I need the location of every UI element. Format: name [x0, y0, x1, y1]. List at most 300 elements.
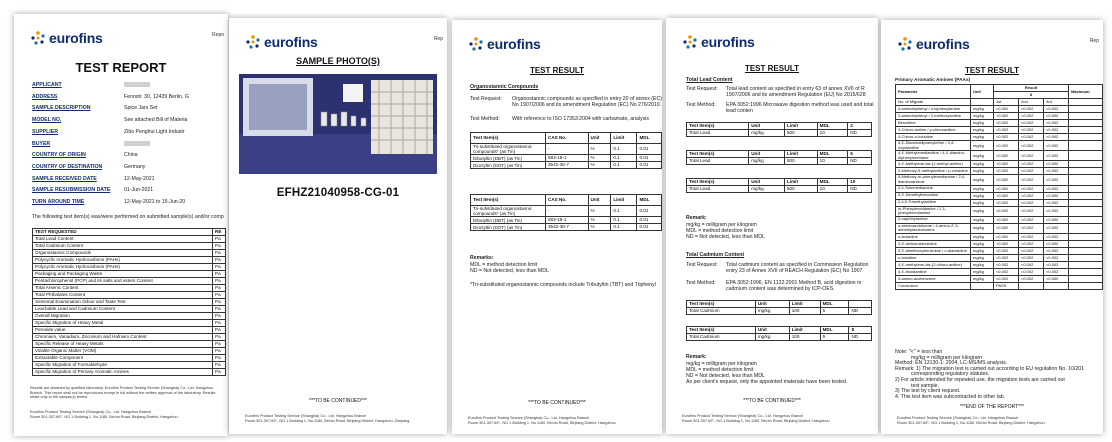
footer-address-line2: Room 301-307,6/F., NO.1 Building 1, No.1180, Bin'an Road, Binjiang District, Hangzhou, Zhejiang: [245, 419, 410, 423]
eurofins-logo-text: eurofins: [49, 30, 103, 46]
test-result: Pa: [213, 355, 226, 362]
table-cell: mg/kg: [971, 268, 994, 275]
table-cell: 1st: [993, 99, 1018, 106]
table-cell: <0.002: [993, 247, 1018, 254]
note-line: test sample.: [911, 382, 939, 389]
table-cell: 4,4'-Methylene-bis-(2-methyl-aniline): [896, 161, 971, 168]
organostannic-table-1: [470, 132, 662, 169]
table-row: [687, 158, 872, 165]
table-cell: mg/kg: [971, 161, 994, 168]
table-cell: 3542-36-7: [546, 224, 589, 231]
table-cell: -: [546, 144, 589, 155]
page-title: TEST REPORT: [75, 60, 167, 75]
table-row: [896, 151, 1103, 161]
table-cell: <0.002: [1044, 151, 1069, 161]
table-cell: 4-Chloro-aniline / p-chloroaniline: [896, 127, 971, 134]
test-name: Specific Migration of Primary Aromatic Amines: [33, 369, 213, 376]
test-request-text: Organostannic compounds as specified in entry 20 of annex (EC) No 1907/2006 and its amendment Regulation (EC) No 276/2010.: [512, 96, 662, 109]
eurofins-logo-icon: [682, 34, 698, 50]
column-header: TEST REQUESTED: [33, 229, 213, 236]
table-cell: <0.002: [1019, 185, 1044, 192]
table-cell-empty: [1069, 106, 1103, 113]
remark-line: As per client's request, only the appointed materials have been tested.: [686, 379, 848, 385]
table-cell: <0.002: [1019, 120, 1044, 127]
tests-requested-table: [32, 228, 226, 376]
table-cell: 0.01: [637, 155, 662, 162]
table-cell: <0.002: [993, 192, 1018, 199]
table-cell: 500: [785, 186, 818, 193]
table-cell: Conclusion: [896, 282, 971, 289]
result-table: [686, 300, 872, 315]
column-header: Unit: [588, 195, 611, 206]
eurofins-logo-icon: [897, 36, 913, 52]
column-header: Test Item(s): [471, 195, 546, 206]
table-cell: <0.002: [1019, 161, 1044, 168]
table-cell: <0.002: [1019, 223, 1044, 233]
test-result: Pa: [213, 236, 226, 243]
to-be-continued: ***TO BE CONTINUED***: [528, 400, 586, 406]
table-cell: <0.002: [993, 254, 1018, 261]
table-cell: 0.1: [611, 224, 637, 231]
table-row: [687, 334, 872, 341]
table-cell: <0.002: [1044, 141, 1069, 151]
table-cell: 0.01: [637, 217, 662, 224]
table-cell: Dioctyltin (DOT) (as Tin): [471, 224, 546, 231]
table-cell: <0.002: [1044, 261, 1069, 268]
test-result: Pa: [213, 348, 226, 355]
note-line: Remark: 1) The migration test is carried out according to EU regulation No. 10/201: [895, 365, 1085, 372]
table-row: [33, 292, 226, 299]
table-row: [896, 106, 1103, 113]
table-row: [471, 217, 662, 224]
table-cell: <0.002: [1019, 192, 1044, 199]
table-row: [33, 362, 226, 369]
table-cell: <0.002: [1019, 247, 1044, 254]
column-header: Test Item(s): [687, 301, 756, 308]
table-cell: No. of Migrate: [896, 99, 971, 106]
table-cell: <0.002: [1044, 247, 1069, 254]
test-name: Overall Migration: [33, 313, 213, 320]
table-cell: mg/kg: [971, 247, 994, 254]
table-row: [896, 223, 1103, 233]
table-cell: Dibutyltin (DBT) (as Tin): [471, 217, 546, 224]
table-cell: mg/kg: [971, 233, 994, 240]
table-row: [33, 306, 226, 313]
table-cell: 2-naphthylamine: [896, 216, 971, 223]
test-result: Pa: [213, 369, 226, 376]
footnote: *Tri-substituted organostannic compounds include Tributyltin (TBT) and Triphenyl: [470, 282, 656, 288]
column-header: MDL: [820, 301, 849, 308]
table-cell: <0.002: [1044, 134, 1069, 141]
table-cell: <0.002: [1044, 175, 1069, 185]
field-label: COUNTRY OF DESTINATION: [32, 163, 103, 170]
table-cell: 4,4'-thiodianiline: [896, 268, 971, 275]
table-cell: <0.002: [993, 168, 1018, 175]
field-label: APPLICANT: [32, 82, 62, 88]
table-cell-empty: [1069, 134, 1103, 141]
table-cell: <0.002: [1019, 175, 1044, 185]
column-header: Maximum: [1069, 85, 1103, 99]
table-cell: Total Cadmium: [687, 308, 756, 315]
table-cell: 100: [789, 334, 820, 341]
table-cell: <0.002: [993, 261, 1018, 268]
eurofins-logo-text: eurofins: [701, 34, 755, 50]
table-cell-empty: [1069, 192, 1103, 199]
table-cell: [971, 282, 994, 289]
table-cell: ND: [848, 158, 872, 165]
table-header-row: [687, 179, 872, 186]
column-header: Result: [993, 85, 1068, 92]
table-cell: ND: [848, 186, 872, 193]
sample-photo-page: [229, 18, 447, 434]
table-row: [471, 206, 662, 217]
result-header: 5: [848, 151, 872, 158]
table-cell-empty: [1069, 120, 1103, 127]
table-row: [896, 282, 1103, 289]
table-row: [896, 240, 1103, 247]
eurofins-logo: [897, 36, 970, 52]
table-cell-empty: [1069, 216, 1103, 223]
test-name: Specific Migration of Formaldehyde: [33, 362, 213, 369]
table-cell: Total Lead: [687, 186, 749, 193]
table-cell: mg/kg: [971, 199, 994, 206]
table-cell-empty: [1069, 141, 1103, 151]
table-cell: m-Phenylenediamine / 1,3-phenylenediamine: [896, 206, 971, 216]
result-table: [686, 326, 872, 341]
column-header: MDL: [637, 195, 662, 206]
section-title: Primary Aromatic Amines (PAAs): [895, 78, 971, 83]
table-row: [687, 186, 872, 193]
test-result: Pa: [213, 313, 226, 320]
column-header: CAS No.: [546, 195, 589, 206]
sample-id: EFHZ21040958-CG-01: [276, 187, 400, 199]
table-cell: <0.002: [1019, 254, 1044, 261]
test-result: Pa: [213, 320, 226, 327]
test-result: Pa: [213, 362, 226, 369]
footer-address-line2: Room 301-307,6/F., NO.1 Building 1, No.1180, Bin'an Road, Binjiang District, Hangzhou: [30, 415, 178, 419]
table-row: [33, 348, 226, 355]
table-cell: <0.002: [1044, 268, 1069, 275]
table-cell: <0.002: [1019, 151, 1044, 161]
field-value: Zibo Penghui Light Industr: [124, 128, 185, 135]
column-header: Limit: [785, 151, 818, 158]
test-request-text: Total lead content as specified in entry 63 of annex XVII of R 1907/2006 and its amendment Regulation (EU) No 2015/628: [726, 86, 866, 99]
note-line: mg/kg = milligram per kilogram: [911, 354, 982, 361]
test-request-label: Test Request:: [470, 96, 502, 102]
table-cell: <0.002: [1044, 127, 1069, 134]
eurofins-logo: [682, 34, 755, 50]
table-cell: 0.1: [611, 217, 637, 224]
table-cell: <0.002: [1019, 261, 1044, 268]
report-number-label: Repo: [212, 32, 224, 38]
to-be-continued: ***TO BE CONTINUED***: [309, 398, 367, 404]
table-cell: mg/kg: [971, 134, 994, 141]
remarks-title: Remarks:: [470, 255, 494, 261]
column-header: Limit: [785, 179, 818, 186]
column-header: CAS No.: [546, 133, 589, 144]
remark-line: mg/kg = milligram per kilogram: [686, 222, 757, 228]
footer-address: Eurofins Product Testing Service (Shanghai) Co., Ltd. Hangzhou Branch: [897, 416, 1019, 420]
table-cell-empty: [1069, 240, 1103, 247]
table-cell-empty: [1069, 185, 1103, 192]
page-title: TEST RESULT: [744, 64, 800, 73]
table-cell: 4-Chloro-o-toluidine: [896, 134, 971, 141]
table-row: [896, 141, 1103, 151]
table-row: [33, 327, 226, 334]
table-cell: 10: [817, 130, 848, 137]
field-label: MODEL NO.: [32, 117, 62, 124]
note-line: 3) The test by client request.: [895, 388, 961, 395]
column-header: Unit: [755, 327, 789, 334]
table-row: [896, 175, 1103, 185]
table-cell-empty: [1069, 161, 1103, 168]
cadmium-section-title: Total Cadmium Content: [686, 252, 745, 258]
table-cell: <0.002: [993, 199, 1018, 206]
table-cell: 2,4,5-Trimethylaniline: [896, 199, 971, 206]
column-header: Unit: [749, 179, 785, 186]
test-name: Total Phthalates Content: [33, 292, 213, 299]
table-cell: <0.002: [1019, 127, 1044, 134]
table-cell: %: [588, 206, 611, 217]
table-cell: 2,4-Toluenediamine: [896, 185, 971, 192]
test-name: Specific Release of Heavy Metals: [33, 341, 213, 348]
table-cell: mg/kg: [971, 275, 994, 282]
test-method-label: Test Method:: [686, 280, 716, 286]
test-result: Pa: [213, 250, 226, 257]
table-cell: 0.01: [637, 162, 662, 169]
table-row: [33, 334, 226, 341]
table-cell: o-aminoazotoluene / 4-amino-2',3-dimethylazobenzene: [896, 223, 971, 233]
remark-line: ND = Not detected, less than MDL: [470, 268, 549, 274]
test-name: Total Arsenic Content: [33, 285, 213, 292]
table-cell-empty: [1069, 233, 1103, 240]
table-row: [471, 224, 662, 231]
table-row: [33, 278, 226, 285]
table-cell: mg/kg: [971, 254, 994, 261]
table-header-row: [471, 195, 662, 206]
table-cell: mg/kg: [749, 130, 785, 137]
table-cell: <0.002: [993, 141, 1018, 151]
table-cell: 4,4'-methylene-bis-(2-chloro-aniline): [896, 261, 971, 268]
table-row: [33, 264, 226, 271]
table-row: [471, 162, 662, 169]
table-cell: <0.002: [993, 268, 1018, 275]
remark-title: Remark:: [686, 354, 707, 360]
test-name: Polycyclic Aromatic Hydrocarbons (PAHs): [33, 257, 213, 264]
note-line: corresponding regulatory statutes.: [911, 371, 990, 378]
remark-line: ND = Not detected, less than MDL: [686, 234, 765, 240]
table-cell: %: [588, 162, 611, 169]
note-line: Note: "<" = less than: [895, 349, 943, 355]
column-header: Limit: [789, 327, 820, 334]
remark-line: ND = Not detected, less than MDL: [686, 373, 765, 379]
end-of-report: ***END OF THE REPORT***: [960, 404, 1024, 410]
test-method-text: EPA 3052:1996, EN 1122:2001 Method B, acid digestion m cadmium content was determined by ICP-OES.: [726, 280, 862, 293]
column-header: Unit: [749, 123, 785, 130]
field-value: [124, 141, 150, 147]
field-value: See attached Bill of Materia: [124, 117, 188, 124]
footer-address-line2: Room 301-307,6/F., NO.1 Building 1, No.1180, Bin'an Road, Binjiang District, Hangzhou: [897, 421, 1045, 425]
table-cell: <0.002: [1019, 168, 1044, 175]
table-cell: mg/kg: [971, 223, 994, 233]
table-cell: 0.01: [637, 144, 662, 155]
lead-section-title: Total Lead Content: [686, 77, 733, 83]
table-cell: mg/kg: [971, 216, 994, 223]
table-cell: <0.002: [993, 175, 1018, 185]
column-header: MDL: [817, 123, 848, 130]
table-row: [687, 308, 872, 315]
test-name: Packaging and Packaging Waste: [33, 271, 213, 278]
table-cell: Benzidine: [896, 120, 971, 127]
table-cell: <0.002: [1019, 233, 1044, 240]
footer-address: Eurofins Product Testing Service (Shanghai) Co., Ltd. Hangzhou Branch: [468, 416, 590, 420]
table-cell-empty: [1069, 223, 1103, 233]
table-cell-empty: [1069, 247, 1103, 254]
table-cell-empty: [1069, 151, 1103, 161]
table-cell: mg/kg: [971, 141, 994, 151]
table-cell: <0.002: [993, 216, 1018, 223]
column-header: Test Item(s): [687, 179, 749, 186]
test-result: Pa: [213, 285, 226, 292]
test-request-label: Test Request:: [686, 262, 718, 268]
table-cell: 3rd: [1044, 99, 1069, 106]
table-cell: 2-Methoxy-5-methylaniline / p-cresidine: [896, 168, 971, 175]
column-header: RE: [213, 229, 226, 236]
table-row: [33, 320, 226, 327]
column-header: Parameter: [896, 85, 971, 99]
field-value: Germany: [124, 163, 146, 170]
test-result: Pa: [213, 334, 226, 341]
table-row: [896, 206, 1103, 216]
table-cell: 2nd: [1019, 99, 1044, 106]
table-row: [33, 299, 226, 306]
table-cell: 10: [817, 158, 848, 165]
table-cell-empty: [1069, 99, 1103, 106]
table-cell: mg/kg: [755, 334, 789, 341]
table-cell: Dioctyltin (DOT) (as Tin): [471, 162, 546, 169]
table-cell: %: [588, 224, 611, 231]
table-row: [33, 243, 226, 250]
table-cell: 5: [820, 334, 849, 341]
table-cell: <0.002: [993, 151, 1018, 161]
table-row: [896, 254, 1103, 261]
field-value: Spice Jars Set: [124, 105, 158, 112]
table-cell: <0.002: [993, 161, 1018, 168]
table-row: [896, 161, 1103, 168]
table-cell: <0.002: [993, 113, 1018, 120]
table-cell: <0.002: [1044, 254, 1069, 261]
table-cell: o-toluidine: [896, 254, 971, 261]
table-cell: Total Lead: [687, 158, 749, 165]
paa-table: [895, 84, 1103, 290]
table-cell: PASS: [993, 282, 1018, 289]
test-name: Specific Migration of Heavy Metal: [33, 320, 213, 327]
table-cell: 683-18-1: [546, 155, 589, 162]
column-header: MDL: [817, 179, 848, 186]
organostannic-result-page: [452, 20, 662, 434]
table-cell: <0.002: [1044, 223, 1069, 233]
column-header: MDL: [820, 327, 849, 334]
table-cell: 0.01: [637, 206, 662, 217]
table-cell: mg/kg: [971, 151, 994, 161]
sample-photo-image: [239, 74, 437, 174]
table-row: [33, 341, 226, 348]
table-cell: mg/kg: [971, 120, 994, 127]
table-cell: mg/kg: [971, 168, 994, 175]
field-value: Fennstr. 30, 12439 Berlin, G: [124, 93, 189, 100]
table-cell: <0.002: [1044, 192, 1069, 199]
table-cell: <0.002: [1044, 275, 1069, 282]
table-cell: <0.002: [1044, 113, 1069, 120]
table-cell-empty: [1069, 199, 1103, 206]
table-cell: <0.002: [1019, 134, 1044, 141]
table-cell: [971, 99, 994, 106]
test-name: Extractable Component: [33, 355, 213, 362]
test-name: Total Cadmium Content: [33, 243, 213, 250]
test-result: Pa: [213, 341, 226, 348]
table-cell: 4-Methoxy-m-phenylenediamine / 2,4-diaminoanisole: [896, 175, 971, 185]
table-cell: <0.002: [993, 223, 1018, 233]
test-name: Total Lead Content: [33, 236, 213, 243]
table-row: [33, 236, 226, 243]
field-value: China: [124, 152, 138, 159]
field-value: 01-Jun-2021: [124, 187, 154, 194]
column-header: Limit: [611, 133, 637, 144]
column-header: Test Item(s): [687, 151, 749, 158]
table-cell: <0.002: [1019, 275, 1044, 282]
table-row: [896, 120, 1103, 127]
table-row: [33, 355, 226, 362]
field-label: COUNTRY OF ORIGIN: [32, 152, 86, 159]
redacted-value: [124, 141, 150, 146]
table-cell: 0.1: [611, 155, 637, 162]
table-header-row: [471, 133, 662, 144]
page-title: TEST RESULT: [964, 66, 1020, 75]
table-cell: -: [546, 206, 589, 217]
field-label: SUPPLIER: [32, 128, 58, 135]
eurofins-logo: [245, 34, 318, 50]
test-name: Organostannic Compounds: [33, 250, 213, 257]
table-cell: o-Anisidine: [896, 233, 971, 240]
table-header-row: [687, 327, 872, 334]
table-cell: <0.002: [1044, 168, 1069, 175]
field-label: BUYER: [32, 140, 51, 147]
table-cell: mg/kg: [971, 192, 994, 199]
table-row: [896, 275, 1103, 282]
table-cell: mg/kg: [755, 308, 789, 315]
eurofins-logo: [468, 36, 541, 52]
table-row: [33, 285, 226, 292]
table-row: [896, 268, 1103, 275]
field-label: SAMPLE DESCRIPTION: [32, 105, 91, 112]
table-cell: 0.1: [611, 206, 637, 217]
column-header: Limit: [611, 195, 637, 206]
table-cell: <0.002: [1019, 113, 1044, 120]
table-cell: Total Cadmium: [687, 334, 756, 341]
page-title: SAMPLE PHOTO(S): [296, 56, 380, 66]
table-row: [896, 233, 1103, 240]
table-cell: <0.002: [993, 233, 1018, 240]
test-result: Pa: [213, 306, 226, 313]
table-cell: mg/kg: [971, 113, 994, 120]
table-cell: <0.002: [1019, 106, 1044, 113]
table-cell: 4,4'-Diaminodiphenylether / 4,4'-oxydianiline: [896, 141, 971, 151]
table-cell: ND: [848, 130, 872, 137]
table-cell: mg/kg: [971, 127, 994, 134]
result-header: 10: [848, 179, 872, 186]
table-cell-empty: [1069, 282, 1103, 289]
remark-line: mg/kg = milligram per kilogram: [686, 361, 757, 367]
